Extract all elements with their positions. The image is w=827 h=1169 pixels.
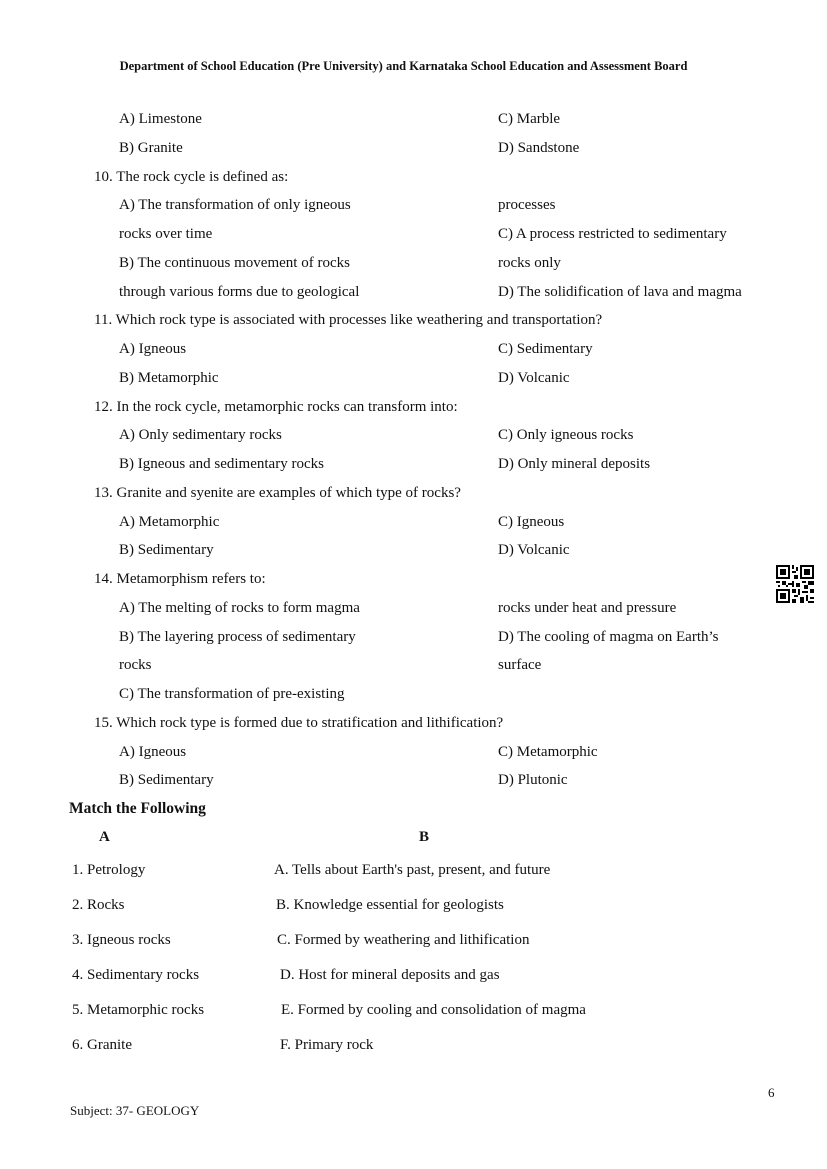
q15-option-d: D) Plutonic [498, 772, 568, 788]
q10-option-a-line2: rocks over time [119, 226, 213, 242]
document-header: Department of School Education (Pre University) and Karnataka School Education and Assessment Board [119, 59, 688, 73]
match-left-item: 6. Granite [72, 1037, 132, 1053]
match-left-item: 2. Rocks [72, 897, 125, 913]
q13-option-c: C) Igneous [498, 514, 565, 530]
q14-option-d-line2: surface [498, 657, 542, 673]
q12-option-d: D) Only mineral deposits [498, 456, 651, 472]
match-left-item: 1. Petrology [72, 862, 146, 878]
q15-option-c: C) Metamorphic [498, 744, 598, 760]
q10-option-c-line2: rocks only [498, 255, 561, 271]
q11-option-b: B) Metamorphic [119, 370, 219, 386]
q10-right-line1: processes [498, 197, 556, 213]
q15-stem: 15. Which rock type is formed due to stratification and lithification? [94, 715, 504, 731]
q9-option-b: B) Granite [119, 140, 183, 156]
q12-option-c: C) Only igneous rocks [498, 427, 634, 443]
page-number: 6 [768, 1085, 775, 1100]
q11-option-d: D) Volcanic [498, 370, 570, 386]
match-column-a-header: A [99, 829, 110, 845]
q14-right-line1: rocks under heat and pressure [498, 600, 677, 616]
footer-subject: Subject: 37- GEOLOGY [70, 1103, 200, 1118]
match-left-item: 3. Igneous rocks [72, 932, 171, 948]
match-right-item: E. Formed by cooling and consolidation of magma [281, 1002, 586, 1018]
q10-option-d: D) The solidification of lava and magma [498, 284, 742, 300]
q10-stem: 10. The rock cycle is defined as: [94, 169, 289, 185]
q11-option-c: C) Sedimentary [498, 341, 593, 357]
match-right-item: D. Host for mineral deposits and gas [280, 967, 500, 983]
q13-option-a: A) Metamorphic [119, 514, 220, 530]
match-left-item: 5. Metamorphic rocks [72, 1002, 205, 1018]
q14-stem: 14. Metamorphism refers to: [94, 571, 266, 587]
q14-option-a: A) The melting of rocks to form magma [119, 600, 360, 616]
match-right-item: F. Primary rock [280, 1037, 374, 1053]
q10-option-b-line1: B) The continuous movement of rocks [119, 255, 350, 271]
q10-option-a-line1: A) The transformation of only igneous [119, 197, 351, 213]
q13-option-b: B) Sedimentary [119, 542, 214, 558]
match-column-b-header: B [419, 829, 430, 845]
q11-option-a: A) Igneous [119, 341, 187, 357]
q14-option-c-line1: C) The transformation of pre-existing [119, 686, 345, 702]
q13-option-d: D) Volcanic [498, 542, 570, 558]
q12-stem: 12. In the rock cycle, metamorphic rocks can transform into: [94, 399, 458, 415]
q15-option-a: A) Igneous [119, 744, 187, 760]
q14-option-d-line1: D) The cooling of magma on Earth’s [498, 629, 719, 645]
qr-code-icon [776, 565, 814, 603]
q9-option-c: C) Marble [498, 111, 561, 127]
q12-option-a: A) Only sedimentary rocks [119, 427, 282, 443]
q9-option-a: A) Limestone [119, 111, 202, 127]
match-heading: Match the Following [69, 800, 206, 817]
q11-stem: 11. Which rock type is associated with processes like weathering and transportation? [94, 312, 603, 328]
q10-option-c-line1: C) A process restricted to sedimentary [498, 226, 727, 242]
match-right-item: B. Knowledge essential for geologists [276, 897, 504, 913]
match-left-item: 4. Sedimentary rocks [72, 967, 200, 983]
q10-option-b-line2: through various forms due to geological [119, 284, 360, 300]
q12-option-b: B) Igneous and sedimentary rocks [119, 456, 324, 472]
q14-option-b-line2: rocks [119, 657, 152, 673]
q15-option-b: B) Sedimentary [119, 772, 214, 788]
q13-stem: 13. Granite and syenite are examples of which type of rocks? [94, 485, 461, 501]
q9-option-d: D) Sandstone [498, 140, 580, 156]
match-right-item: C. Formed by weathering and lithification [277, 932, 530, 948]
match-right-item: A. Tells about Earth's past, present, and future [274, 862, 551, 878]
q14-option-b-line1: B) The layering process of sedimentary [119, 629, 356, 645]
